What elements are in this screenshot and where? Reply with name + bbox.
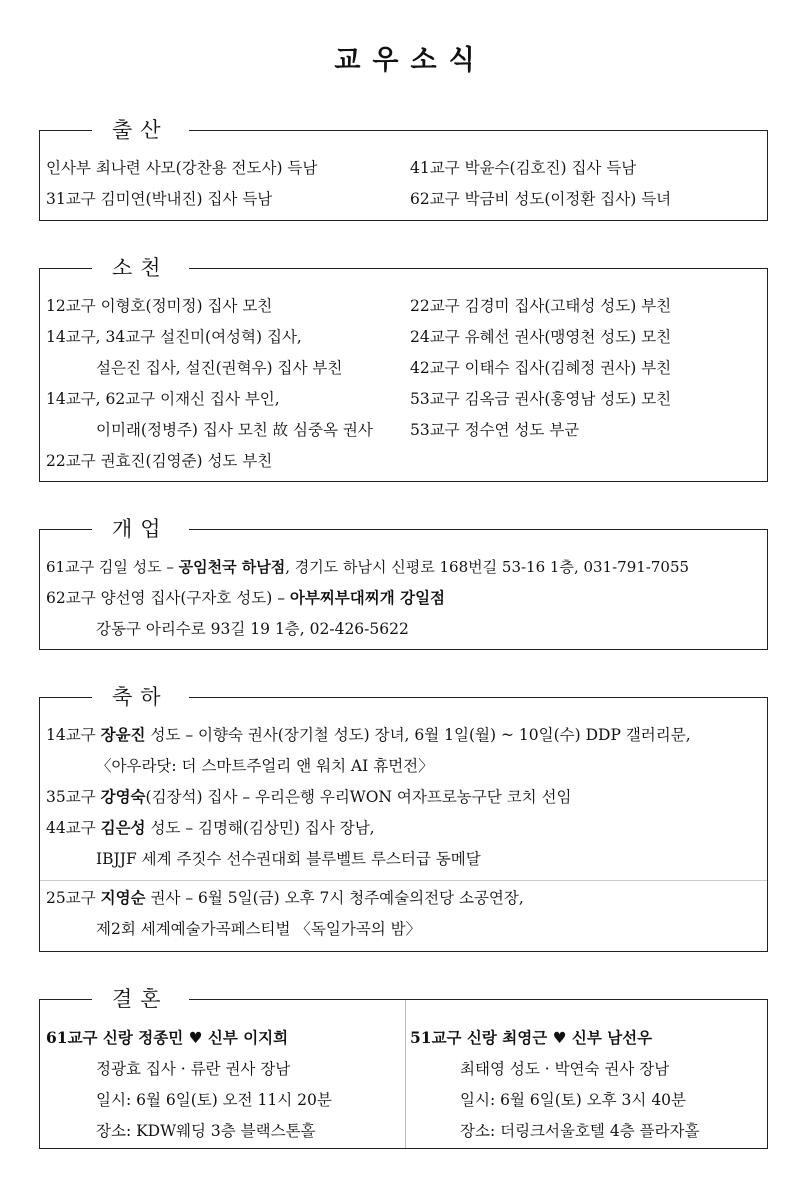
birth-section xyxy=(39,118,768,221)
wedding-place: 장소: 더링크서울호텔 4층 플라자홀 xyxy=(460,1122,700,1140)
funeral-item: 53교구 정수연 성도 부군 xyxy=(410,421,580,439)
wedding-parents: 최태영 성도 · 박연숙 권사 장남 xyxy=(460,1060,670,1078)
wedding-parents: 정광효 집사 · 류란 권사 장남 xyxy=(96,1060,291,1078)
celebration-item-detail: 성도 – 김명해(김상민) 집사 장남, xyxy=(145,819,375,837)
wedding-heading: 결혼 xyxy=(92,985,189,1013)
funeral-item-cont: 이미래(정병주) 집사 모친 故 심중옥 권사 xyxy=(96,421,373,439)
celebration-person: 김은성 xyxy=(100,818,146,837)
funeral-item: 53교구 김옥금 권사(홍영남 성도) 모친 xyxy=(410,390,672,408)
celebration-section xyxy=(39,685,768,952)
opening-business-name: 아부찌부대찌개 강일점 xyxy=(289,588,446,607)
celebration-person: 지영순 xyxy=(100,888,146,907)
celebration-item xyxy=(46,725,691,745)
birth-item: 인사부 최나련 사모(강찬용 전도사) 득남 xyxy=(46,159,318,177)
funeral-item: 12교구 이형호(정미정) 집사 모친 xyxy=(46,297,273,315)
opening-item xyxy=(46,588,445,608)
wedding-couple: 51교구 신랑 최영근 ♥ 신부 남선우 xyxy=(410,1028,653,1047)
funeral-item-cont: 설은진 집사, 설진(권혁우) 집사 부친 xyxy=(96,359,343,377)
funeral-section xyxy=(39,256,768,482)
divider xyxy=(405,1000,406,1148)
funeral-item: 24교구 유혜선 권사(맹영천 성도) 모친 xyxy=(410,328,672,346)
birth-item: 31교구 김미연(박내진) 집사 득남 xyxy=(46,190,273,208)
celebration-person: 강영숙 xyxy=(100,787,146,806)
opening-item-detail: , 경기도 하남시 신평로 168번길 53-16 1층, 031-791-7055 xyxy=(285,558,690,576)
celebration-item xyxy=(46,787,571,807)
opening-business-name: 공임천국 하남점 xyxy=(178,558,286,576)
divider xyxy=(40,880,767,881)
celebration-item-cont: IBJJF 세계 주짓수 선수권대회 블루벨트 루스터급 동메달 xyxy=(96,850,481,868)
funeral-item: 14교구, 62교구 이재신 집사 부인, xyxy=(46,390,280,408)
celebration-heading: 축하 xyxy=(92,683,189,711)
funeral-item: 22교구 권효진(김영준) 성도 부친 xyxy=(46,452,273,470)
funeral-item: 14교구, 34교구 설진미(여성혁) 집사, xyxy=(46,328,302,346)
wedding-section xyxy=(39,987,768,1149)
celebration-item xyxy=(46,888,524,908)
birth-heading: 출산 xyxy=(92,116,189,144)
funeral-item: 42교구 이태수 집사(김혜정 권사) 부친 xyxy=(410,359,672,377)
opening-heading: 개업 xyxy=(92,515,189,543)
celebration-item xyxy=(46,818,375,838)
celebration-item-cont: 〈아우라닷: 더 스마트주얼리 앤 워치 AI 휴먼전〉 xyxy=(96,757,434,775)
celebration-item-prefix: 14교구 xyxy=(46,726,101,744)
opening-item-address: 강동구 아리수로 93길 19 1층, 02-426-5622 xyxy=(96,620,409,638)
celebration-item-cont: 제2회 세계예술가곡페스티벌 〈독일가곡의 밤〉 xyxy=(96,920,422,938)
wedding-date: 일시: 6월 6일(토) 오전 11시 20분 xyxy=(96,1091,332,1109)
opening-item xyxy=(46,557,689,577)
opening-item-prefix: 61교구 김일 성도 – xyxy=(46,558,179,576)
celebration-person: 장윤진 xyxy=(100,725,146,744)
opening-section xyxy=(39,517,768,650)
opening-item-prefix: 62교구 양선영 집사(구자호 성도) – xyxy=(46,589,290,607)
wedding-place: 장소: KDW웨딩 3층 블랙스톤홀 xyxy=(96,1122,316,1140)
birth-item: 41교구 박윤수(김호진) 집사 득남 xyxy=(410,159,637,177)
celebration-item-detail: 성도 – 이향숙 권사(장기철 성도) 장녀, 6월 1일(월) ~ 10일(수) DDP 갤러리문, xyxy=(145,726,691,744)
wedding-date: 일시: 6월 6일(토) 오후 3시 40분 xyxy=(460,1091,687,1109)
birth-item: 62교구 박금비 성도(이정환 집사) 득녀 xyxy=(410,190,672,208)
celebration-item-prefix: 44교구 xyxy=(46,819,101,837)
page-title: 교우소식 xyxy=(334,45,487,76)
celebration-item-detail: 권사 – 6월 5일(금) 오후 7시 청주예술의전당 소공연장, xyxy=(145,889,524,907)
funeral-heading: 소천 xyxy=(92,254,189,282)
wedding-couple: 61교구 신랑 정종민 ♥ 신부 이지희 xyxy=(46,1028,289,1047)
celebration-item-prefix: 25교구 xyxy=(46,889,101,907)
funeral-item: 22교구 김경미 집사(고태성 성도) 부친 xyxy=(410,297,672,315)
celebration-item-detail: (김장석) 집사 – 우리은행 우리WON 여자프로농구단 코치 선임 xyxy=(145,788,572,806)
celebration-item-prefix: 35교구 xyxy=(46,788,101,806)
